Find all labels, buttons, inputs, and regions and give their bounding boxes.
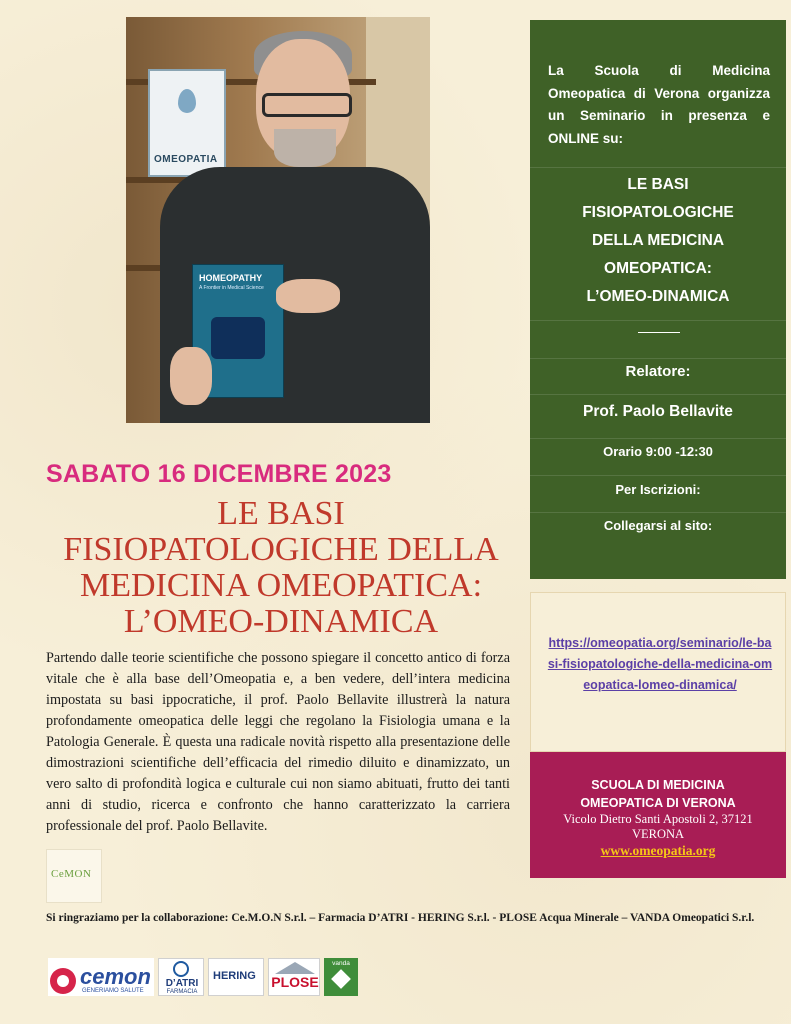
event-description: Partendo dalle teorie scientifiche che possono spiegare il concetto antico di forza vitale che è alla base dell’Omeopatia e, a ben vedere, dell’intera medicina impostata su basi ippocratiche, il prof. Paolo Bellavite illustrerà la natura profondamente omeopatica delle leggi che regolano la Fisiologia umana e la Patologia Generale. È questa una radicale novità rispetto alla presentazione delle dimostrazioni scientifiche dell’efficacia del rimedio diluito e dinamizzato, un vero salto di profondità logica e culturale cui non siamo abituati, frutto dei tanti anni di studio, ricerca e confronto che hanno caratterizzato la carriera professionale del prof. Paolo Bellavite. — [46, 650, 510, 834]
datri-mark-icon — [173, 961, 189, 977]
address-street: Vicolo Dietro Santi Apostoli 2, 37121 — [563, 812, 753, 826]
datri-logo-sub: FARMACIA — [166, 989, 198, 995]
event-title — [46, 496, 516, 640]
panel-divider — [530, 475, 786, 476]
cemon-mark-icon — [50, 968, 76, 994]
hering-logo-name: HERING — [213, 970, 256, 982]
school-name-line: OMEOPATICA DI VERONA — [580, 796, 736, 810]
panel-title-line: FISIOPATOLOGICHE — [582, 204, 734, 221]
event-date: SABATO 16 DICEMBRE 2023 — [46, 460, 392, 488]
datri-logo — [158, 958, 204, 996]
speaker-label: Relatore: — [625, 363, 691, 380]
plose-logo — [268, 958, 320, 996]
registration-link[interactable]: https://omeopatia.org/seminario/le-basi-fisiopatologiche-della-medicina-omeopatica-lomeo-dinamica/ — [547, 636, 773, 692]
event-title-line: L’OMEO-DINAMICA — [123, 603, 439, 640]
panel-divider — [530, 167, 786, 168]
panel-title-line: LE BASI — [627, 176, 689, 193]
panel-title-line: L’OMEO-DINAMICA — [586, 288, 730, 305]
registration-label: Per Iscrizioni: — [615, 482, 701, 497]
vanda-logo-name: vanda — [332, 960, 350, 967]
diamond-icon — [331, 969, 351, 989]
schedule: Orario 9:00 -12:30 — [603, 444, 713, 459]
cemon-logo — [48, 958, 154, 996]
school-name — [530, 776, 786, 812]
panel-intro: La Scuola di Medicina Omeopatica di Verona organizza un Seminario in presenza e ONLINE su: — [548, 63, 770, 146]
event-title-line: LE BASI — [217, 495, 345, 532]
cemon-logo-small — [46, 849, 102, 903]
panel-divider — [530, 320, 786, 321]
school-contact-box — [530, 752, 786, 878]
omeopatia-poster — [148, 69, 226, 177]
person-beard — [274, 129, 336, 167]
poster-text: OMEOPATIA — [154, 154, 218, 165]
book-cover-art — [211, 317, 265, 359]
datri-logo-name: D’ATRI — [165, 978, 199, 989]
person-hand — [170, 347, 212, 405]
person-glasses — [262, 93, 352, 117]
connect-label: Collegarsi al sito: — [603, 518, 713, 533]
book-subtitle: A Frontier in Medical Science — [199, 285, 264, 291]
panel-title-line: OMEOPATICA: — [604, 260, 712, 277]
plose-logo-name: PLOSE — [271, 974, 319, 990]
address-city: VERONA — [631, 827, 685, 841]
school-address — [530, 812, 786, 842]
panel-divider — [530, 512, 786, 513]
school-website-link[interactable]: www.omeopatia.org — [600, 843, 716, 858]
panel-divider — [530, 358, 786, 359]
speaker-name: Prof. Paolo Bellavite — [583, 403, 733, 420]
panel-divider — [530, 394, 786, 395]
drop-icon — [178, 89, 196, 113]
book-title: HOMEOPATHY — [199, 273, 263, 283]
event-title-line: FISIOPATOLOGICHE DELLA — [63, 531, 499, 568]
event-title-line: MEDICINA OMEOPATICA: — [79, 567, 483, 604]
cemon-logo-name: cemon — [80, 964, 151, 989]
person-pointing-hand — [276, 279, 340, 313]
vanda-logo — [324, 958, 358, 996]
school-name-line: SCUOLA DI MEDICINA — [591, 778, 725, 792]
cemon-logo-text: CeMON — [51, 868, 92, 880]
acknowledgements: Si ringraziamo per la collaborazione: Ce.M.O.N S.r.l. – Farmacia D’ATRI - HERING S.r.l. - PLOSE Acqua Minerale – VANDA Omeopatici S.r.l. — [46, 912, 755, 924]
panel-divider — [530, 438, 786, 439]
mountain-icon — [275, 962, 315, 974]
hering-logo — [208, 958, 264, 996]
panel-seminar-title — [530, 171, 786, 311]
speaker-photo — [126, 17, 430, 423]
seminar-info-panel — [530, 20, 786, 579]
registration-link-box — [530, 592, 786, 752]
cemon-logo-tagline: GENERIAMO SALUTE — [82, 988, 144, 994]
panel-title-line: DELLA MEDICINA — [591, 232, 725, 249]
separator-dash — [638, 332, 680, 333]
